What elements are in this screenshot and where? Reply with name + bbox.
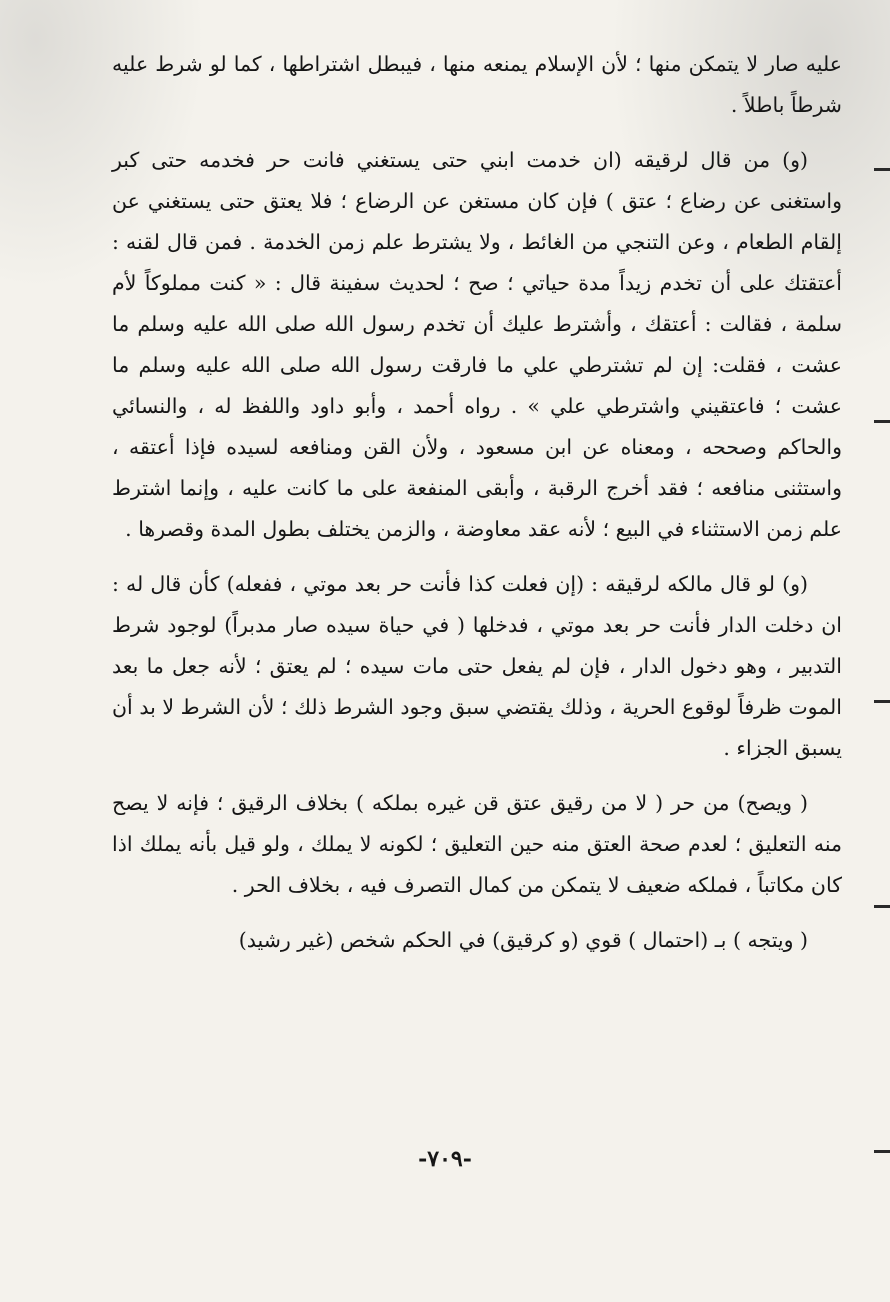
edge-mark [874,700,890,703]
edge-mark [874,905,890,908]
paragraph-3: (و) لو قال مالكه لرقيقه : (إن فعلت كذا فأنت حر بعد موتي ، ففعله) كأن قال له : ان دخلت الدار فأنت حر بعد موتي ، فدخلها ( في حياة سيده صار مدبراً) لوجود شرط التدبير ، وهو دخول الدار ، فإن لم يفعل حتى مات سيده ؛ لم يعتق ؛ لأنه جعل ما بعد الموت ظرفاً لوقوع الحرية ، وذلك يقتضي سبق وجود الشرط ذلك ؛ لأن الشرط لا بد أن يسبق الجزاء . [112,572,842,760]
paragraph-1: عليه صار لا يتمكن منها ؛ لأن الإسلام يمنعه منها ، فيبطل اشتراطها ، كما لو شرط عليه شرطاً باطلاً . [112,52,842,117]
body-text [112,44,842,975]
paragraph-5: ( ويتجه ) بـ (احتمال ) قوي (و كرقيق) في الحكم شخص (غير رشيد) [238,928,808,952]
edge-mark [874,168,890,171]
paragraph-2: (و) من قال لرقيقه (ان خدمت ابني حتى يستغني فانت حر فخدمه حتى كبر واستغنى عن رضاع ؛ عتق ) فإن كان مستغن عن الرضاع ؛ فلا يعتق حتى يستغني عن إلقام الطعام ، وعن التنجي من الغائط ، ولا يشترط علم زمن الخدمة . فمن قال لقنه : أعتقتك على أن تخدم زيداً مدة حياتي ؛ صح ؛ لحديث سفينة قال : « كنت مملوكاً لأم سلمة ، فقالت : أعتقك ، وأشترط عليك أن تخدم رسول الله صلى الله عليه وسلم ما عشت ، فقلت: إن لم تشترطي علي ما فارقت رسول الله صلى الله عليه وسلم ما عشت ؛ فاعتقيني واشترطي علي » . رواه أحمد ، وأبو داود واللفظ له ، والنسائي والحاكم وصححه ، ومعناه عن ابن مسعود ، ولأن القن ومنافعه لسيده فإذا أعتقه ، واستثنى منافعه ؛ فقد أخرج الرقبة ، وأبقى المنفعة على ما كانت عليه ، وإنما اشترط علم زمن الاستثناء في البيع ؛ لأنه عقد معاوضة ، والزمن يختلف بطول المدة وقصرها . [112,148,842,541]
page-number: -٧٠٩- [418,1146,472,1172]
paragraph-4: ( ويصح) من حر ( لا من رقيق عتق قن غيره بملكه ) بخلاف الرقيق ؛ فإنه لا يصح منه التعليق ؛ لعدم صحة العتق منه حين التعليق ؛ لكونه لا يملك ، ولو قيل بأنه يملك اذا كان مكاتباً ، فملكه ضعيف لا يتمكن من كمال التصرف فيه ، بخلاف الحر . [112,791,842,897]
edge-mark [874,420,890,423]
